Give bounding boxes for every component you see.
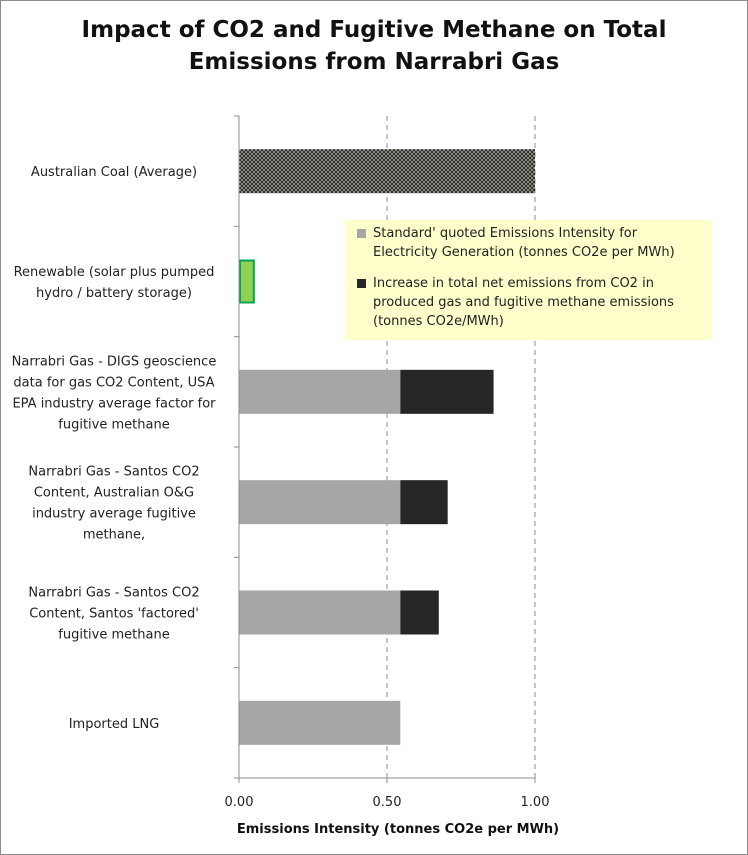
bar-coal bbox=[239, 149, 535, 193]
legend-item-standard bbox=[357, 224, 704, 262]
legend-item-increase bbox=[357, 274, 704, 331]
bar-increase bbox=[400, 591, 438, 635]
legend-text: (tonnes CO2e/MWh) bbox=[373, 314, 504, 329]
x-tick-label: 0.50 bbox=[372, 795, 402, 810]
category-label-line: EPA industry average factor for bbox=[12, 396, 216, 412]
category-label-line: Content, Australian O&G bbox=[33, 485, 195, 501]
bar-increase bbox=[400, 480, 447, 524]
category-label-line: fugitive methane bbox=[58, 417, 170, 433]
legend bbox=[345, 220, 712, 340]
x-tick-label: 0.00 bbox=[224, 795, 254, 810]
category-label-line: Renewable (solar plus pumped bbox=[13, 265, 215, 280]
category-label bbox=[12, 354, 217, 432]
grid-lines bbox=[387, 116, 535, 778]
bar-renewable bbox=[240, 261, 254, 303]
bar-standard bbox=[239, 591, 400, 635]
bar-standard bbox=[239, 480, 400, 524]
chart-title-line-2: Emissions from Narrabri Gas bbox=[188, 49, 560, 75]
category-label bbox=[31, 165, 197, 180]
category-label-line: data for gas CO2 Content, USA bbox=[13, 375, 215, 391]
category-label-line: hydro / battery storage) bbox=[36, 286, 192, 301]
category-label-line: industry average fugitive bbox=[32, 506, 196, 522]
x-tick-labels bbox=[225, 795, 550, 810]
category-label-line: fugitive methane bbox=[58, 627, 170, 643]
bar-increase bbox=[400, 370, 493, 414]
category-label bbox=[28, 586, 199, 643]
legend-text: produced gas and fugitive methane emissions bbox=[373, 295, 674, 310]
x-tick-label: 1.00 bbox=[520, 795, 550, 810]
category-label bbox=[14, 265, 215, 301]
legend-text: Standard' quoted Emissions Intensity for bbox=[373, 226, 638, 241]
category-label-line: Imported LNG bbox=[68, 716, 160, 732]
axes bbox=[234, 116, 535, 783]
category-label-line: Narrabri Gas - Santos CO2 bbox=[28, 464, 200, 480]
category-label-line: Narrabri Gas - DIGS geoscience bbox=[11, 354, 217, 370]
category-label bbox=[69, 717, 160, 732]
x-axis-label: Emissions Intensity (tonnes CO2e per MWh) bbox=[236, 822, 560, 837]
category-label-line: Content, Santos 'factored' bbox=[29, 606, 199, 622]
legend-text: Increase in total net emissions from CO2 in bbox=[373, 276, 654, 291]
category-label bbox=[28, 465, 199, 543]
legend-text: Electricity Generation (tonnes CO2e per MWh) bbox=[373, 245, 675, 260]
legend-swatch-increase bbox=[357, 279, 366, 288]
bar-standard bbox=[239, 701, 400, 745]
category-labels bbox=[12, 165, 217, 732]
category-label-line: methane, bbox=[82, 527, 146, 543]
category-label-line: Australian Coal (Average) bbox=[30, 165, 198, 181]
legend-swatch-standard bbox=[357, 229, 366, 238]
chart-title-line-1: Impact of CO2 and Fugitive Methane on Total bbox=[81, 17, 667, 43]
bar-standard bbox=[239, 370, 400, 414]
category-label-line: Narrabri Gas - Santos CO2 bbox=[28, 585, 200, 601]
